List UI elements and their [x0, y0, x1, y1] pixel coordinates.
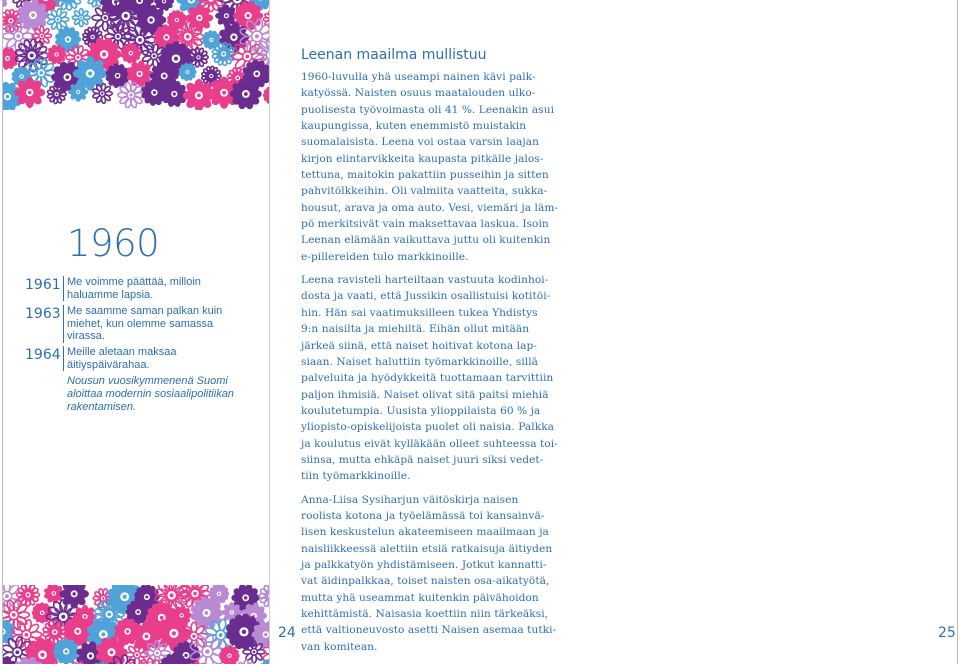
timeline-entry: [25, 276, 201, 301]
body-line: kaupungissa, kuten enemmistö muistakin: [301, 120, 527, 133]
timeline-year: 1964: [25, 347, 61, 363]
body-text: [301, 69, 569, 662]
body-line: 9:n naisilta ja miehiltä. Eihän ollut mitään: [301, 323, 530, 336]
flower-ornament: [15, 77, 45, 107]
body-line: että valtioneuvosto asetti Naisen asemaa tutki-: [301, 624, 557, 637]
timeline-text: [63, 305, 222, 343]
note-line: Nousun vuosikymmenenä Suomi: [67, 375, 228, 387]
body-paragraph: [301, 69, 569, 265]
page-edge: [957, 0, 958, 664]
timeline-note: [63, 375, 267, 413]
body-line: kehittämistä. Naisasia koettiin niin tärkeäksi,: [301, 608, 549, 620]
timeline-year: 1961: [25, 277, 61, 293]
flower-ornament: [92, 83, 112, 103]
flower-pattern-top: [3, 0, 269, 110]
body-line: siaan. Naiset haluttiin työmarkkinoille, sillä: [301, 355, 539, 368]
body-line: palveluita ja hyödykkeitä tuottamaan tarvittiin: [301, 372, 554, 385]
timeline-text-line: Meille aletaan maksaa: [67, 346, 177, 358]
flower-ornament: [259, 585, 269, 608]
timeline-entry: [25, 346, 176, 371]
body-line: e-pillereiden tulo markkinoille.: [301, 250, 469, 263]
page-number-left: 24: [278, 625, 296, 641]
timeline-text-line: haluamme lapsia.: [67, 288, 154, 301]
body-line: hin. Hän sai vaatimuksilleen tukea Yhdistys: [301, 306, 538, 319]
timeline-text-line: virassa.: [67, 330, 105, 342]
timeline-text-line: äitiyspäivärahaa.: [67, 358, 150, 371]
section-heading: Leenan maailma mullistuu: [301, 47, 487, 63]
flower-ornament: [72, 9, 90, 27]
flower-ornament: [236, 660, 256, 664]
timeline-text: [63, 276, 201, 301]
flower-ornament: [118, 82, 144, 109]
body-line: yliopisto-opiskelijoista puolet oli naisia. Palkka: [301, 421, 555, 434]
timeline-year: 1963: [25, 306, 61, 322]
flower-ornament: [212, 42, 235, 65]
body-line: paljon ihmisiä. Naiset olivat sitä paitsi miehiä: [301, 388, 549, 401]
flower-pattern-bottom: [3, 585, 269, 664]
body-paragraph: [301, 492, 569, 655]
body-line: koulutetumpia. Uusista ylioppilaista 60 % ja: [301, 404, 541, 417]
body-line: kirjon elintarvikkeita kaupasta pitkälle jalos-: [301, 152, 544, 165]
left-page-decoration: [3, 0, 269, 664]
body-line: pahvitölkkeihin. Oli valmiita vaatteita, sukka-: [301, 185, 548, 198]
body-line: tettuna, maitokin pakattiin pusseihin ja sitten: [301, 169, 549, 182]
body-line: ja palkkatyön yhdistämiseen. Jotkut kannatti-: [301, 558, 547, 571]
body-line: mutta yhä useammat kuitenkin päivähoidon: [301, 591, 539, 604]
decade-heading: 1960: [67, 222, 160, 265]
body-line: Leena ravisteli harteiltaan vastuuta kodinhoi-: [301, 274, 549, 287]
body-line: tiin työmarkkinoille.: [301, 470, 411, 483]
body-line: naisliikkeessä alettiin etsiä ratkaisuja äitiyden: [301, 542, 553, 555]
body-line: 1960-luvulla yhä useampi nainen kävi palk-: [301, 71, 536, 83]
timeline-entry: [25, 305, 222, 343]
body-paragraph: [301, 272, 569, 484]
page-divider: [269, 0, 270, 664]
body-line: järkeä siinä, että naiset hoitivat kotona lap-: [301, 339, 537, 352]
flower-ornament: [68, 82, 88, 102]
timeline-text-line: Me voimme päättää, milloin: [67, 276, 201, 288]
timeline-text-line: Me saamme saman palkan kuin: [67, 305, 223, 317]
body-line: roolista kotona ja työelämässä toi kansainvä-: [301, 509, 545, 522]
timeline-text-line: miehet, kun olemme samassa: [67, 317, 214, 330]
note-line: aloittaa modernin sosiaalipolitiikan: [67, 387, 234, 400]
body-line: housut, arava ja oma auto. Vesi, viemäri ja läm-: [301, 201, 559, 214]
timeline-text: [63, 346, 176, 371]
body-line: lisen keskustelun akateemiseen maailmaan ja: [301, 526, 549, 539]
body-line: puolisesta työvoimasta oli 41 %. Leenakin asui: [301, 103, 555, 116]
note-line: rakentamisen.: [67, 400, 137, 413]
body-line: katyössä. Naisten osuus maatalouden ulko-: [301, 87, 536, 100]
body-line: suomalaisista. Leena voi ostaa varsin laajan: [301, 136, 539, 149]
body-line: dosta ja vaati, että Jussikin osallistuisi kotitöi-: [301, 290, 551, 303]
body-line: Anna-Liisa Sysiharjun väitöskirja naisen: [301, 493, 519, 506]
body-line: siinsa, mutta ehkäpä naiset juuri siksi vedet-: [301, 453, 544, 466]
page-number-right: 25: [938, 625, 956, 641]
body-line: pö merkitsivät vain maksettavaa laskua. Isoin: [301, 218, 549, 231]
body-line: vat äidinpalkkaa, toiset naisten osa-aikatyötä,: [301, 575, 550, 588]
body-line: ja koulutus eivät kylläkään olleet suhteessa toi-: [301, 437, 558, 450]
flower-ornament: [154, 0, 173, 11]
body-line: Leenan elämään vaikuttava juttu oli kuitenkin: [301, 234, 551, 247]
body-line: van komitean.: [301, 640, 378, 653]
